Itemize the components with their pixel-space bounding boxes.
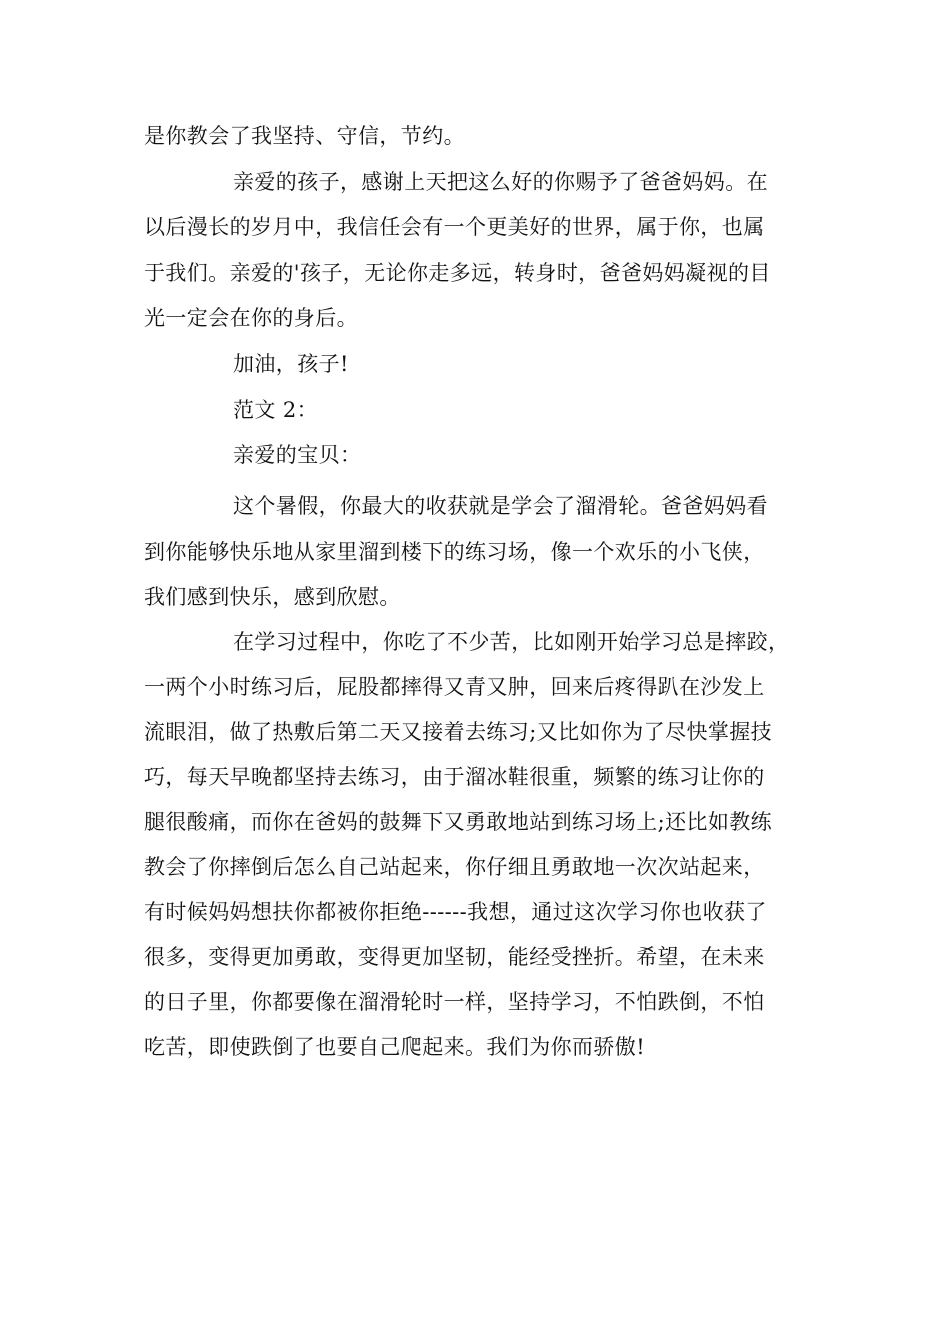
text-line: 流眼泪，做了热敷后第二天又接着去练习;又比如你为了尽快掌握技: [144, 720, 773, 744]
text-line: 亲爱的孩子，感谢上天把这么好的你赐予了爸爸妈妈。在: [233, 170, 768, 194]
text-line: 教会了你摔倒后怎么自己站起来，你仔细且勇敢地一次次站起来，: [144, 855, 765, 879]
text-line: 有时候妈妈想扶你都被你拒绝------我想，通过这次学习你也收获了: [144, 900, 767, 924]
text-line: 巧，每天早晚都坚持去练习，由于溜冰鞋很重，频繁的练习让你的: [144, 765, 765, 789]
text-line: 范文 2：: [233, 398, 319, 422]
text-line: 光一定会在你的身后。: [144, 306, 358, 330]
text-line: 很多，变得更加勇敢，变得更加坚韧，能经受挫折。希望，在未来: [144, 945, 765, 969]
text-line: 亲爱的宝贝：: [233, 443, 362, 467]
text-line: 以后漫长的岁月中，我信任会有一个更美好的世界，属于你，也属: [144, 215, 765, 239]
text-line: 加油，孩子!: [233, 352, 349, 376]
text-line: 我们感到快乐，感到欣慰。: [144, 585, 401, 609]
text-line: 这个暑假，你最大的收获就是学会了溜滑轮。爸爸妈妈看: [233, 494, 768, 518]
text-line: 一两个小时练习后，屁股都摔得又青又肿，回来后疼得趴在沙发上: [144, 675, 765, 699]
text-line: 腿很酸痛，而你在爸妈的鼓舞下又勇敢地站到练习场上;还比如教练: [144, 810, 773, 834]
text-line: 的日子里，你都要像在溜滑轮时一样，坚持学习，不怕跌倒，不怕: [144, 990, 765, 1014]
text-line: 是你教会了我坚持、守信，节约。: [144, 124, 465, 148]
text-line: 吃苦，即使跌倒了也要自己爬起来。我们为你而骄傲!: [144, 1035, 646, 1059]
text-line: 到你能够快乐地从家里溜到楼下的练习场，像一个欢乐的小飞侠，: [144, 540, 765, 564]
text-line: 于我们。亲爱的'孩子，无论你走多远，转身时，爸爸妈妈凝视的目: [144, 261, 771, 285]
text-line: 在学习过程中，你吃了不少苦，比如刚开始学习总是摔跤，: [233, 630, 790, 654]
